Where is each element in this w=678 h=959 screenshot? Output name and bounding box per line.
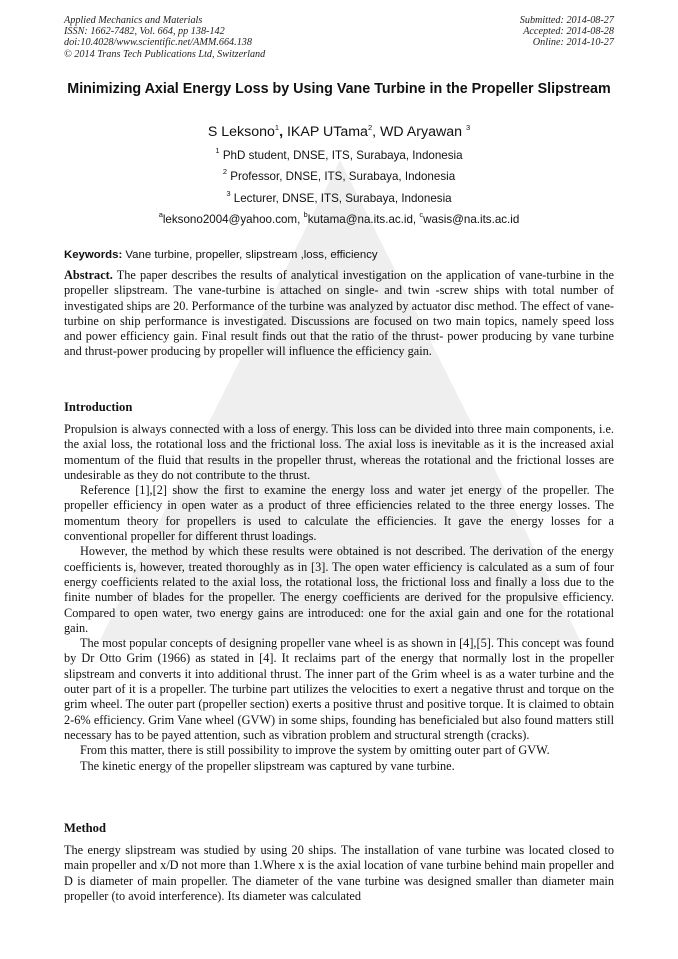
submitted-date: Submitted: 2014-08-27: [519, 15, 614, 26]
author-line: S Leksono$^1$, IKAP UTama$^2$, WD Aryawan $^3$: [207, 123, 471, 140]
accepted-date: Accepted: 2014-08-28: [523, 26, 614, 38]
introduction-heading: Introduction: [64, 400, 133, 414]
method-heading: Method: [64, 821, 106, 835]
journal-doi[interactable]: doi:10.4028/www.scientific.net/AMM.664.138: [64, 37, 252, 49]
paragraph: The kinetic energy of the propeller slipstream was captured by vane turbine.: [80, 758, 455, 773]
paragraph: Reference [1],[2] show the first to examine the energy loss and water jet energy of the propeller. The propeller efficiency in open water as a product of three efficiencies related to the three energy losses. The momentum theory for propellers is used to calculate the efficiencies. It gave the energy losses for a conventional propeller for different thrust loadings.: [64, 483, 614, 544]
journal-issn: ISSN: 1662-7482, Vol. 664, pp 138-142: [64, 26, 225, 38]
paper-title: Minimizing Axial Energy Loss by Using Vane Turbine in the Propeller Slipstream: [67, 81, 611, 97]
paragraph: The most popular concepts of designing propeller vane wheel is as shown in [4],[5]. This concept was found by Dr Otto Grim (1966) as stated in [4]. It reclaims part of the energy that normally lost in the propeller slipstream and converts it into additional thrust. The inner part of the Grim wheel is as a water turbine and the outer part of it is a propeller. The turbine part utilizes the velocities to exert a negative thrust and torque on the grim wheel. The outer part (propeller section) exerts a positive thrust and positive torque. It is claimed to obtain 2-6% efficiency. Grim Vane wheel (GVW) in some ships, founding has beneficialed but also found matters still necessary has to be payed attention, such as vibration problem and structural strength (cracks).: [64, 636, 614, 742]
email-link[interactable]: kutama@na.its.ac.id,: [307, 213, 420, 226]
journal-copyright: © 2014 Trans Tech Publications Ltd, Switzerland: [64, 48, 266, 60]
paragraph: However, the method by which these results were obtained is not described. The derivation of the energy coefficients is, however, treated thoroughly as in [3]. The open water efficiency is calculated as a sum of four energy coefficients related to the axial loss, the rotational loss, the frictional loss and finally a loss due to the finite number of blades for the propeller. The energy coefficients are derived for the propulsive efficiency. Compared to open water, two energy gains are introduced: one for the axial gain and one for the rotational gain.: [64, 544, 614, 635]
paragraph: Propulsion is always connected with a loss of energy. This loss can be divided into three main components, i.e. the axial loss, the rotational loss and the frictional loss. The axial loss is inevitable as it is the increased axial momentum of the fluid that results in the propeller thrust, whereas the rotational and the frictional losses are undesirable as they do not contribute to the thrust.: [64, 422, 614, 482]
keywords-text: Vane turbine, propeller, slipstream ,loss, efficiency: [122, 249, 378, 261]
author-name: S Leksono: [207, 124, 275, 140]
abstract: [64, 268, 614, 360]
affiliation-1: $^1$ PhD student, DNSE, ITS, Surabaya, Indonesia: [215, 146, 463, 162]
method-body: [64, 843, 614, 904]
email-link[interactable]: leksono2004@yahoo.com,: [162, 213, 304, 226]
introduction-body: [64, 422, 614, 774]
submission-dates: [520, 15, 614, 49]
journal-info: [64, 15, 265, 60]
paragraph: From this matter, there is still possibility to improve the system by omitting outer part of GVW.: [80, 743, 550, 758]
online-date: Online: 2014-10-27: [532, 37, 614, 49]
abstract-text: The paper describes the results of analytical investigation on the application of vane-turbine in the propeller slipstream. The vane-turbine is attached on single- and twin -screw ships with total number of investigated ships are 20. Performance of the turbine was analyzed by actuator disc method. The effect of vane-turbine on ship performance is investigated. Discussions are focused on two main topics, namely speed loss and power efficiency gain. Final result finds out that the ratio of the thrust- power producing by vane turbine and thrust-power producing by propeller will influence the efficiency gain.: [64, 268, 614, 359]
author-name: IKAP UTama: [286, 124, 368, 140]
journal-name: Applied Mechanics and Materials: [64, 15, 203, 26]
abstract-label: Abstract.: [64, 268, 113, 282]
keywords-label: Keywords:: [64, 249, 123, 261]
affiliation-3: $^3$ Lecturer, DNSE, ITS, Surabaya, Indonesia: [226, 189, 452, 205]
paragraph: The energy slipstream was studied by using 20 ships. The installation of vane turbine was located closed to main propeller and x/D not more than 1.Where x is the axial location of vane turbine behind main propeller and D is diameter of main propeller. The diameter of the vane turbine was designed smaller than diameter main propeller (to avoid interference). Its diameter was calculated: [64, 843, 614, 903]
keywords: [64, 249, 616, 261]
affiliation-2: $^2$ Professor, DNSE, ITS, Surabaya, Indonesia: [222, 167, 456, 183]
email-link[interactable]: wasis@na.its.ac.id: [423, 213, 520, 226]
author-name: WD Aryawan: [380, 124, 462, 140]
author-emails: $^a$leksono2004@yahoo.com, $^b$kutama@na.its.ac.id, $^c$wasis@na.its.ac.id: [158, 210, 520, 226]
